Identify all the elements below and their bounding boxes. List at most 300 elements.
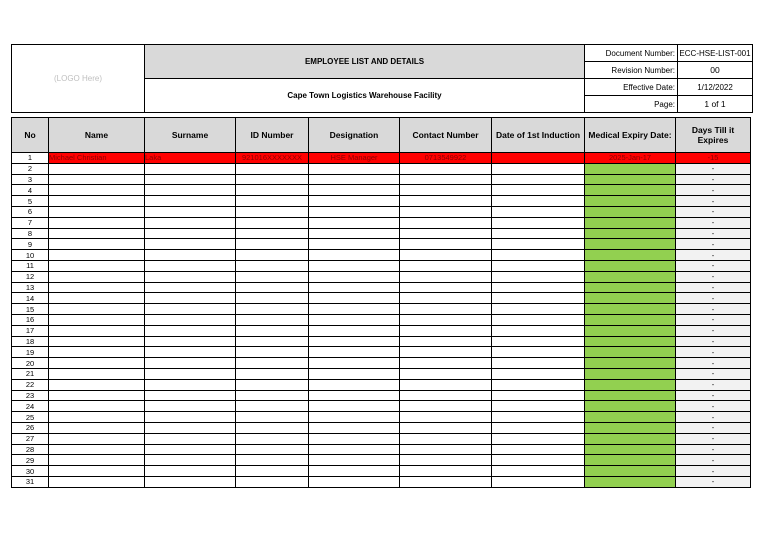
table-row: [12, 304, 751, 315]
employee-induction-date[interactable]: [492, 325, 585, 336]
employee-name[interactable]: [49, 390, 145, 401]
employee-contact-number[interactable]: [400, 433, 492, 444]
employee-induction-date[interactable]: [492, 293, 585, 304]
employee-contact-number[interactable]: [400, 196, 492, 207]
employee-designation[interactable]: [309, 390, 400, 401]
employee-designation[interactable]: [309, 325, 400, 336]
table-row: [12, 282, 751, 293]
employee-contact-number[interactable]: [400, 293, 492, 304]
medical-expiry-date[interactable]: [585, 260, 676, 271]
days-till-expiry[interactable]: -: [676, 282, 751, 293]
table-row: [12, 293, 751, 304]
row-number[interactable]: 27: [12, 433, 49, 444]
row-number[interactable]: 11: [12, 260, 49, 271]
employee-surname[interactable]: [145, 422, 236, 433]
medical-expiry-date[interactable]: [585, 185, 676, 196]
employee-contact-number[interactable]: [400, 368, 492, 379]
employee-designation[interactable]: [309, 358, 400, 369]
row-number[interactable]: 4: [12, 185, 49, 196]
employee-designation[interactable]: [309, 228, 400, 239]
row-number[interactable]: 10: [12, 250, 49, 261]
medical-expiry-date[interactable]: [585, 444, 676, 455]
medical-expiry-date[interactable]: [585, 239, 676, 250]
employee-id-number[interactable]: [236, 412, 309, 423]
row-number[interactable]: 5: [12, 196, 49, 207]
medical-expiry-date[interactable]: [585, 217, 676, 228]
table-row: [12, 217, 751, 228]
employee-induction-date[interactable]: [492, 358, 585, 369]
employee-id-number[interactable]: [236, 271, 309, 282]
employee-induction-date[interactable]: [492, 455, 585, 466]
employee-surname[interactable]: [145, 325, 236, 336]
employee-name[interactable]: [49, 466, 145, 477]
employee-induction-date[interactable]: [492, 476, 585, 487]
employee-surname[interactable]: [145, 260, 236, 271]
days-till-expiry[interactable]: -: [676, 314, 751, 325]
employee-name[interactable]: [49, 260, 145, 271]
employee-surname[interactable]: [145, 401, 236, 412]
employee-designation[interactable]: [309, 217, 400, 228]
employee-name[interactable]: [49, 433, 145, 444]
table-row: [12, 163, 751, 174]
employee-induction-date[interactable]: [492, 163, 585, 174]
employee-name[interactable]: [49, 368, 145, 379]
employee-id-number[interactable]: [236, 185, 309, 196]
employee-surname[interactable]: [145, 271, 236, 282]
employee-induction-date[interactable]: [492, 174, 585, 185]
employee-contact-number[interactable]: [400, 379, 492, 390]
employee-designation[interactable]: [309, 293, 400, 304]
employee-contact-number[interactable]: [400, 206, 492, 217]
medical-expiry-date[interactable]: 2025-Jan-17: [585, 153, 676, 164]
employee-contact-number[interactable]: [400, 271, 492, 282]
employee-id-number[interactable]: [236, 390, 309, 401]
employee-name[interactable]: [49, 174, 145, 185]
employee-designation[interactable]: HSE Manager: [309, 153, 400, 164]
employee-id-number[interactable]: [236, 304, 309, 315]
days-till-expiry[interactable]: -: [676, 196, 751, 207]
employee-induction-date[interactable]: [492, 390, 585, 401]
employee-designation[interactable]: [309, 282, 400, 293]
employee-surname[interactable]: [145, 476, 236, 487]
employee-id-number[interactable]: [236, 228, 309, 239]
employee-contact-number[interactable]: [400, 347, 492, 358]
employee-designation[interactable]: [309, 271, 400, 282]
table-row: [12, 358, 751, 369]
employee-contact-number[interactable]: [400, 358, 492, 369]
employee-contact-number[interactable]: [400, 336, 492, 347]
employee-name[interactable]: [49, 358, 145, 369]
row-number[interactable]: 13: [12, 282, 49, 293]
employee-designation[interactable]: [309, 174, 400, 185]
employee-surname[interactable]: [145, 304, 236, 315]
employee-designation[interactable]: [309, 206, 400, 217]
employee-name[interactable]: [49, 271, 145, 282]
employee-contact-number[interactable]: [400, 476, 492, 487]
employee-name[interactable]: [49, 239, 145, 250]
medical-expiry-date[interactable]: [585, 314, 676, 325]
medical-expiry-date[interactable]: [585, 347, 676, 358]
employee-name[interactable]: [49, 185, 145, 196]
employee-id-number[interactable]: [236, 444, 309, 455]
employee-surname[interactable]: [145, 239, 236, 250]
employee-id-number[interactable]: [236, 217, 309, 228]
medical-expiry-date[interactable]: [585, 379, 676, 390]
days-till-expiry[interactable]: -15: [676, 153, 751, 164]
employee-surname[interactable]: [145, 217, 236, 228]
employee-id-number[interactable]: [236, 325, 309, 336]
employee-surname[interactable]: [145, 390, 236, 401]
employee-surname[interactable]: [145, 412, 236, 423]
employee-contact-number[interactable]: [400, 185, 492, 196]
meta-label: Effective Date:: [585, 79, 678, 96]
employee-surname[interactable]: [145, 185, 236, 196]
employee-surname[interactable]: [145, 228, 236, 239]
employee-induction-date[interactable]: [492, 206, 585, 217]
employee-induction-date[interactable]: [492, 401, 585, 412]
employee-designation[interactable]: [309, 347, 400, 358]
employee-name[interactable]: [49, 250, 145, 261]
employee-designation[interactable]: [309, 401, 400, 412]
employee-surname[interactable]: [145, 433, 236, 444]
column-header-days-till-expiry: Days Till it Expires: [676, 118, 751, 153]
row-number[interactable]: 8: [12, 228, 49, 239]
days-till-expiry[interactable]: -: [676, 228, 751, 239]
employee-id-number[interactable]: 921016XXXXXXX: [236, 153, 309, 164]
employee-surname[interactable]: [145, 358, 236, 369]
medical-expiry-date[interactable]: [585, 293, 676, 304]
employee-name[interactable]: [49, 228, 145, 239]
table-row: [12, 412, 751, 423]
employee-surname[interactable]: [145, 336, 236, 347]
employee-induction-date[interactable]: [492, 185, 585, 196]
employee-induction-date[interactable]: [492, 228, 585, 239]
employee-name[interactable]: [49, 304, 145, 315]
employee-id-number[interactable]: [236, 206, 309, 217]
employee-surname[interactable]: [145, 466, 236, 477]
days-till-expiry[interactable]: -: [676, 250, 751, 261]
medical-expiry-date[interactable]: [585, 325, 676, 336]
employee-designation[interactable]: [309, 476, 400, 487]
medical-expiry-date[interactable]: [585, 174, 676, 185]
days-till-expiry[interactable]: -: [676, 379, 751, 390]
employee-induction-date[interactable]: [492, 433, 585, 444]
row-number[interactable]: 22: [12, 379, 49, 390]
employee-designation[interactable]: [309, 466, 400, 477]
employee-contact-number[interactable]: [400, 239, 492, 250]
medical-expiry-date[interactable]: [585, 476, 676, 487]
employee-surname[interactable]: [145, 293, 236, 304]
employee-name[interactable]: [49, 422, 145, 433]
medical-expiry-date[interactable]: [585, 196, 676, 207]
employee-contact-number[interactable]: [400, 412, 492, 423]
medical-expiry-date[interactable]: [585, 433, 676, 444]
row-number[interactable]: 29: [12, 455, 49, 466]
facility-name: Cape Town Logistics Warehouse Facility: [145, 79, 585, 113]
days-till-expiry[interactable]: -: [676, 185, 751, 196]
employee-id-number[interactable]: [236, 358, 309, 369]
employee-induction-date[interactable]: [492, 412, 585, 423]
employee-surname[interactable]: [145, 206, 236, 217]
employee-designation[interactable]: [309, 196, 400, 207]
employee-induction-date[interactable]: [492, 196, 585, 207]
medical-expiry-date[interactable]: [585, 455, 676, 466]
medical-expiry-date[interactable]: [585, 401, 676, 412]
row-number[interactable]: 19: [12, 347, 49, 358]
employee-contact-number[interactable]: [400, 250, 492, 261]
employee-contact-number[interactable]: [400, 304, 492, 315]
employee-name[interactable]: [49, 379, 145, 390]
row-number[interactable]: 9: [12, 239, 49, 250]
employee-induction-date[interactable]: [492, 314, 585, 325]
employee-id-number[interactable]: [236, 476, 309, 487]
days-till-expiry[interactable]: -: [676, 206, 751, 217]
medical-expiry-date[interactable]: [585, 163, 676, 174]
employee-induction-date[interactable]: [492, 271, 585, 282]
employee-surname[interactable]: [145, 444, 236, 455]
days-till-expiry[interactable]: -: [676, 336, 751, 347]
row-number[interactable]: 7: [12, 217, 49, 228]
row-number[interactable]: 16: [12, 314, 49, 325]
employee-designation[interactable]: [309, 314, 400, 325]
medical-expiry-date[interactable]: [585, 412, 676, 423]
employee-induction-date[interactable]: [492, 250, 585, 261]
employee-contact-number[interactable]: [400, 466, 492, 477]
employee-contact-number[interactable]: [400, 163, 492, 174]
employee-designation[interactable]: [309, 239, 400, 250]
employee-designation[interactable]: [309, 379, 400, 390]
employee-name[interactable]: [49, 444, 145, 455]
employee-name[interactable]: [49, 217, 145, 228]
revision-number: 00: [678, 62, 753, 79]
employee-id-number[interactable]: [236, 336, 309, 347]
medical-expiry-date[interactable]: [585, 390, 676, 401]
employee-name[interactable]: [49, 401, 145, 412]
employee-name[interactable]: Michael Christian: [49, 153, 145, 164]
employee-induction-date[interactable]: [492, 304, 585, 315]
employee-surname[interactable]: [145, 455, 236, 466]
employee-id-number[interactable]: [236, 174, 309, 185]
employee-designation[interactable]: [309, 163, 400, 174]
row-number[interactable]: 26: [12, 422, 49, 433]
table-row: [12, 336, 751, 347]
medical-expiry-date[interactable]: [585, 228, 676, 239]
employee-id-number[interactable]: [236, 260, 309, 271]
days-till-expiry[interactable]: -: [676, 325, 751, 336]
days-till-expiry[interactable]: -: [676, 433, 751, 444]
days-till-expiry[interactable]: -: [676, 401, 751, 412]
employee-id-number[interactable]: [236, 250, 309, 261]
medical-expiry-date[interactable]: [585, 304, 676, 315]
medical-expiry-date[interactable]: [585, 271, 676, 282]
employee-id-number[interactable]: [236, 422, 309, 433]
employee-designation[interactable]: [309, 260, 400, 271]
days-till-expiry[interactable]: -: [676, 163, 751, 174]
days-till-expiry[interactable]: -: [676, 422, 751, 433]
row-number[interactable]: 30: [12, 466, 49, 477]
employee-induction-date[interactable]: [492, 379, 585, 390]
employee-induction-date[interactable]: [492, 239, 585, 250]
employee-name[interactable]: [49, 163, 145, 174]
employee-contact-number[interactable]: [400, 260, 492, 271]
row-number[interactable]: 18: [12, 336, 49, 347]
employee-induction-date[interactable]: [492, 466, 585, 477]
days-till-expiry[interactable]: -: [676, 412, 751, 423]
employee-designation[interactable]: [309, 444, 400, 455]
row-number[interactable]: 25: [12, 412, 49, 423]
employee-name[interactable]: [49, 293, 145, 304]
row-number[interactable]: 12: [12, 271, 49, 282]
days-till-expiry[interactable]: -: [676, 358, 751, 369]
employee-surname[interactable]: [145, 174, 236, 185]
employee-induction-date[interactable]: [492, 347, 585, 358]
employee-surname[interactable]: [145, 196, 236, 207]
row-number[interactable]: 20: [12, 358, 49, 369]
days-till-expiry[interactable]: -: [676, 260, 751, 271]
employee-id-number[interactable]: [236, 239, 309, 250]
days-till-expiry[interactable]: -: [676, 271, 751, 282]
employee-induction-date[interactable]: [492, 422, 585, 433]
table-row: [12, 455, 751, 466]
employee-id-number[interactable]: [236, 401, 309, 412]
employee-id-number[interactable]: [236, 455, 309, 466]
employee-contact-number[interactable]: [400, 217, 492, 228]
employee-contact-number[interactable]: [400, 401, 492, 412]
employee-id-number[interactable]: [236, 196, 309, 207]
employee-contact-number[interactable]: [400, 444, 492, 455]
employee-name[interactable]: [49, 336, 145, 347]
employee-contact-number[interactable]: [400, 390, 492, 401]
employee-contact-number[interactable]: [400, 174, 492, 185]
employee-name[interactable]: [49, 314, 145, 325]
days-till-expiry[interactable]: -: [676, 466, 751, 477]
medical-expiry-date[interactable]: [585, 250, 676, 261]
employee-id-number[interactable]: [236, 347, 309, 358]
row-number[interactable]: 2: [12, 163, 49, 174]
employee-designation[interactable]: [309, 368, 400, 379]
employee-induction-date[interactable]: [492, 282, 585, 293]
employee-surname[interactable]: [145, 368, 236, 379]
employee-name[interactable]: [49, 206, 145, 217]
row-number[interactable]: 17: [12, 325, 49, 336]
employee-id-number[interactable]: [236, 379, 309, 390]
employee-surname[interactable]: [145, 163, 236, 174]
employee-contact-number[interactable]: [400, 228, 492, 239]
employee-id-number[interactable]: [236, 368, 309, 379]
table-row: [12, 401, 751, 412]
employee-id-number[interactable]: [236, 433, 309, 444]
days-till-expiry[interactable]: -: [676, 293, 751, 304]
employee-contact-number[interactable]: [400, 325, 492, 336]
employee-id-number[interactable]: [236, 282, 309, 293]
days-till-expiry[interactable]: -: [676, 444, 751, 455]
table-row: [12, 185, 751, 196]
employee-induction-date[interactable]: [492, 153, 585, 164]
employee-designation[interactable]: [309, 185, 400, 196]
employee-contact-number[interactable]: [400, 422, 492, 433]
table-row: [12, 153, 751, 164]
employee-id-number[interactable]: [236, 293, 309, 304]
employee-designation[interactable]: [309, 250, 400, 261]
days-till-expiry[interactable]: -: [676, 174, 751, 185]
days-till-expiry[interactable]: -: [676, 217, 751, 228]
medical-expiry-date[interactable]: [585, 466, 676, 477]
employee-designation[interactable]: [309, 433, 400, 444]
employee-induction-date[interactable]: [492, 336, 585, 347]
employee-designation[interactable]: [309, 455, 400, 466]
column-header-surname: Surname: [145, 118, 236, 153]
employee-contact-number[interactable]: [400, 282, 492, 293]
medical-expiry-date[interactable]: [585, 282, 676, 293]
employee-induction-date[interactable]: [492, 260, 585, 271]
employee-designation[interactable]: [309, 304, 400, 315]
row-number[interactable]: 31: [12, 476, 49, 487]
employee-contact-number[interactable]: 0713549922: [400, 153, 492, 164]
employee-surname[interactable]: [145, 250, 236, 261]
days-till-expiry[interactable]: -: [676, 304, 751, 315]
medical-expiry-date[interactable]: [585, 206, 676, 217]
column-header-designation: Designation: [309, 118, 400, 153]
days-till-expiry[interactable]: -: [676, 347, 751, 358]
employee-name[interactable]: [49, 412, 145, 423]
row-number[interactable]: 21: [12, 368, 49, 379]
row-number[interactable]: 28: [12, 444, 49, 455]
employee-name[interactable]: [49, 455, 145, 466]
employee-id-number[interactable]: [236, 163, 309, 174]
employee-contact-number[interactable]: [400, 314, 492, 325]
employee-name[interactable]: [49, 282, 145, 293]
table-row: [12, 196, 751, 207]
employee-designation[interactable]: [309, 412, 400, 423]
days-till-expiry[interactable]: -: [676, 368, 751, 379]
employee-designation[interactable]: [309, 336, 400, 347]
employee-surname[interactable]: [145, 379, 236, 390]
row-number[interactable]: 6: [12, 206, 49, 217]
employee-id-number[interactable]: [236, 466, 309, 477]
days-till-expiry[interactable]: -: [676, 239, 751, 250]
employee-surname[interactable]: Laka: [145, 153, 236, 164]
employee-induction-date[interactable]: [492, 217, 585, 228]
employee-induction-date[interactable]: [492, 368, 585, 379]
employee-name[interactable]: [49, 347, 145, 358]
row-number[interactable]: 24: [12, 401, 49, 412]
row-number[interactable]: 1: [12, 153, 49, 164]
employee-designation[interactable]: [309, 422, 400, 433]
days-till-expiry[interactable]: -: [676, 476, 751, 487]
table-row: [12, 422, 751, 433]
days-till-expiry[interactable]: -: [676, 455, 751, 466]
employee-surname[interactable]: [145, 314, 236, 325]
employee-surname[interactable]: [145, 282, 236, 293]
table-row: [12, 239, 751, 250]
employee-id-number[interactable]: [236, 314, 309, 325]
employee-induction-date[interactable]: [492, 444, 585, 455]
employee-contact-number[interactable]: [400, 455, 492, 466]
medical-expiry-date[interactable]: [585, 336, 676, 347]
employee-name[interactable]: [49, 325, 145, 336]
employee-surname[interactable]: [145, 347, 236, 358]
employee-name[interactable]: [49, 476, 145, 487]
medical-expiry-date[interactable]: [585, 368, 676, 379]
row-number[interactable]: 15: [12, 304, 49, 315]
row-number[interactable]: 14: [12, 293, 49, 304]
medical-expiry-date[interactable]: [585, 422, 676, 433]
medical-expiry-date[interactable]: [585, 358, 676, 369]
row-number[interactable]: 3: [12, 174, 49, 185]
row-number[interactable]: 23: [12, 390, 49, 401]
days-till-expiry[interactable]: -: [676, 390, 751, 401]
employee-name[interactable]: [49, 196, 145, 207]
